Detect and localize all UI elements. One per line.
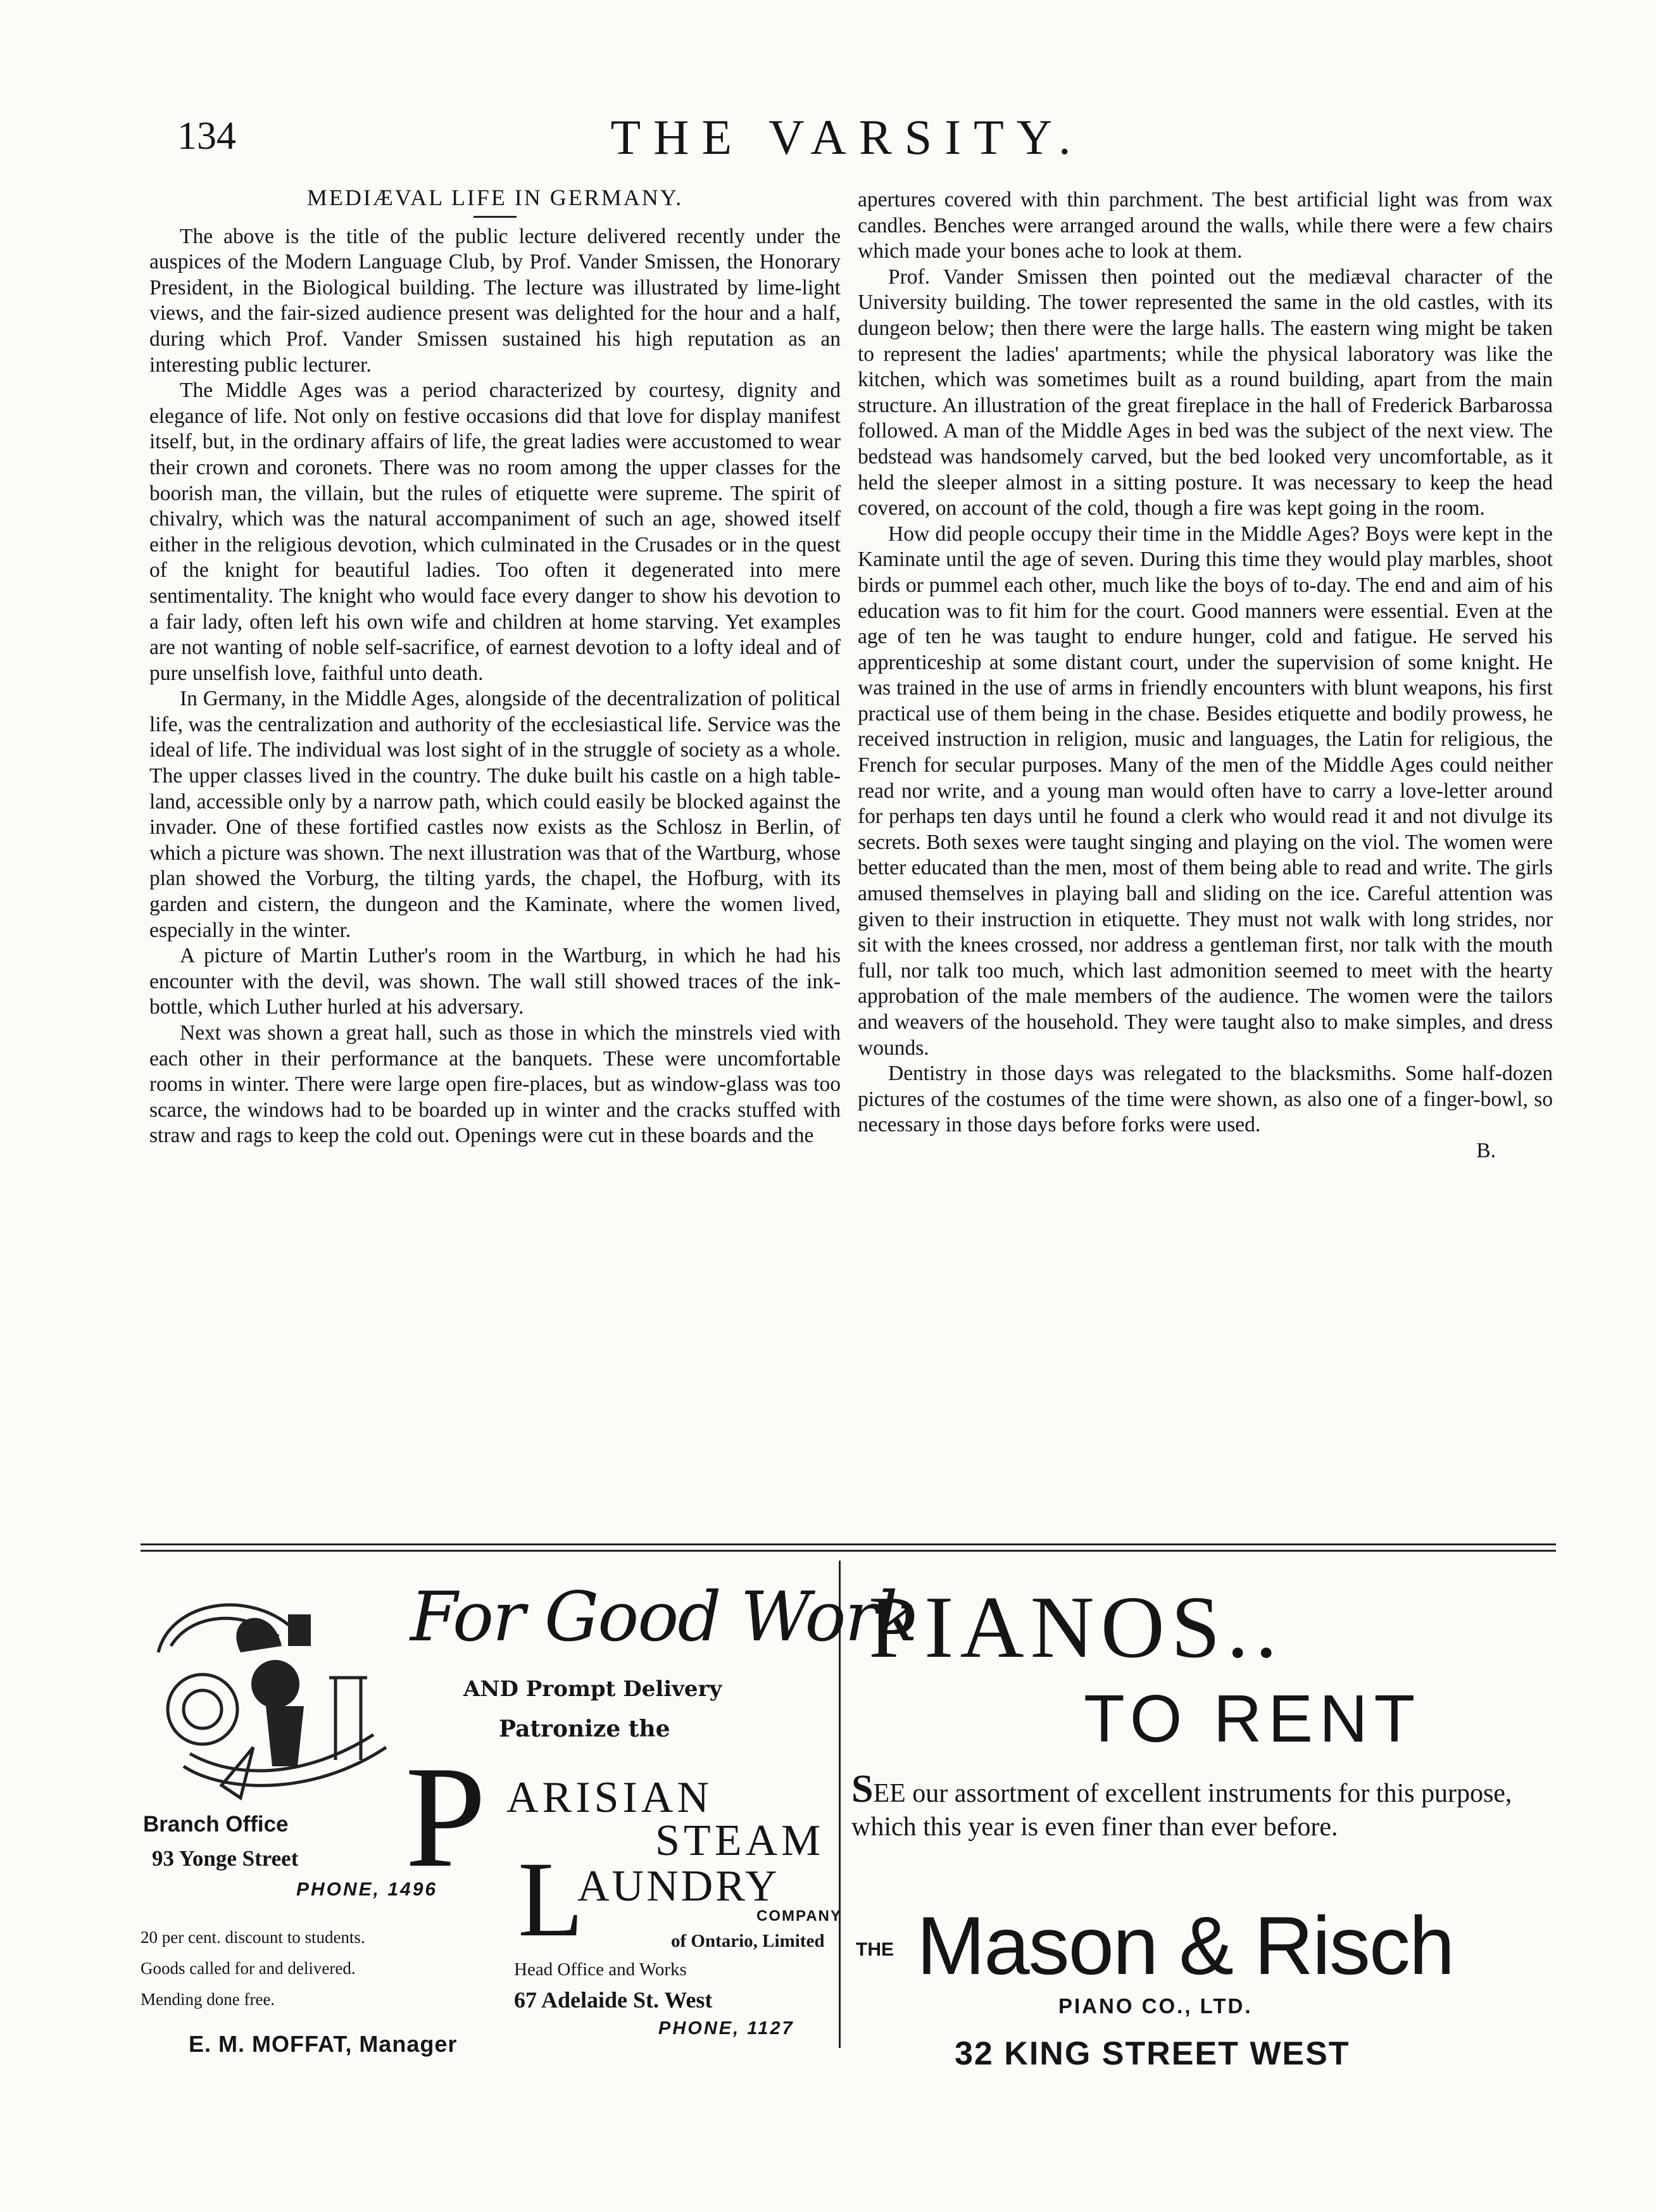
article-paragraph: The above is the title of the public lecture delivered recently under the auspices of the Modern Language Club, by Prof. Vander Smissen, the Honorary President, in the Biological building. The lecture was illustrated by lime-light views, and the fair-sized audience present was delighted for the hour and a half, during which Prof. Vander Smissen sustained his high reputation as an interesting public lecturer. bbox=[149, 224, 841, 377]
laundry-manager: E. M. MOFFAT, Manager bbox=[189, 2031, 458, 2057]
laundry-phone-main: PHONE, 1127 bbox=[658, 2018, 794, 2039]
laundry-prompt-delivery: AND Prompt Delivery bbox=[463, 1676, 722, 1702]
piano-brand: Mason & Risch bbox=[917, 1899, 1454, 1992]
article-title: MEDIÆVAL LIFE IN GERMANY. bbox=[306, 185, 684, 210]
laundry-headline: For Good Work bbox=[410, 1578, 917, 1657]
article-paragraph: Dentistry in those days was relegated to the blacksmiths. Some half-dozen pictures of the costumes of the time were shown, as also one of a finger-bowl, so necessary in those days before forks were used. bbox=[858, 1062, 1553, 1137]
article-signature: B. bbox=[1476, 1138, 1496, 1162]
laundry-patronize: Patronize the bbox=[499, 1716, 670, 1742]
cherub-emblem-icon bbox=[146, 1576, 424, 1817]
article-paragraph: Next was shown a great hall, such as those in which the minstrels vied with each other in their performance at the banquets. These were uncomfortable rooms in winter. There were large open fire-places, but as window-glass was too scarce, the windows had to be boarded up in winter and the cracks stuffed with straw and rags to keep the cold out. Openings were cut in these boards and the bbox=[149, 1021, 841, 1148]
article-paragraph: A picture of Martin Luther's room in the Wartburg, in which he had his encounter with the devil, was shown. The wall still showed traces of the ink-bottle, which Luther hurled at his adversary. bbox=[149, 944, 841, 1019]
article-signature-row bbox=[858, 1138, 1553, 1164]
laundry-discount: 20 per cent. discount to students. bbox=[141, 1928, 365, 1947]
laundry-name-laundry: AUNDRY bbox=[577, 1862, 780, 1911]
piano-description-initial: S bbox=[851, 1768, 874, 1811]
article-right-column bbox=[858, 187, 1553, 1164]
laundry-name-parisian: ARISIAN bbox=[506, 1773, 713, 1822]
laundry-phone-branch: PHONE, 1496 bbox=[296, 1879, 438, 1900]
laundry-name-steam: STEAM bbox=[655, 1816, 825, 1865]
laundry-branch-office: Branch Office bbox=[143, 1812, 289, 1837]
laundry-initial-l: L bbox=[518, 1840, 584, 1959]
separator-rule bbox=[141, 1543, 1556, 1545]
laundry-initial-p: P bbox=[405, 1736, 486, 1897]
masthead-title: THE VARSITY. bbox=[610, 110, 1084, 165]
laundry-mending: Mending done free. bbox=[141, 1990, 275, 2009]
piano-description-text: EE our assortment of excellent instruments for this purpose, which this year is even finer than ever before. bbox=[851, 1779, 1512, 1842]
piano-the: THE bbox=[856, 1939, 894, 1960]
piano-address: 32 KING STREET WEST bbox=[955, 2035, 1350, 2072]
article-paragraph: The Middle Ages was a period characterized by courtesy, dignity and elegance of life. Not only on festive occasions did that love for display manifest itself, but, in the ordinary affairs of life, the great ladies were accustomed to wear their crown and coronets. There was no room among the upper classes for the boorish man, the villain, but the rules of etiquette were supreme. The spirit of chivalry, which was the natural accompaniment of such an age, showed itself either in the religious devotion, which culminated in the Crusades or in the quest of the knight for beautiful ladies. Too often it degenerated into mere sentimentality. The knight who would face every danger to show his devotion to a fair lady, often left his own wife and children at home starving. Yet examples are not wanting of noble self-sacrifice, of earnest devotion to a lofty ideal and of pure unselfish love, faithful unto death. bbox=[149, 379, 841, 685]
article-paragraph: How did people occupy their time in the Middle Ages? Boys were kept in the Kaminate until the age of seven. During this time they would play marbles, shoot birds or pummel each other, much like the boys of to-day. The end and aim of his education was to fit him for the court. Good manners were essential. Even at the age of ten he was taught to endure hunger, cold and fatigue. He served his apprenticeship at some distant court, under the supervision of some knight. He was trained in the use of arms in friendly encounters with blunt weapons, his first practical use of them being in the chase. Besides etiquette and bodily prowess, he received instruction in religion, music and languages, the Latin for religious, the French for secular purposes. Many of the men of the Middle Ages could neither read nor write, and a young man would often have to carry a love-letter around for perhaps ten days until he found a clerk who would read it and not divulge its secrets. Both sexes were taught singing and playing on the viol. The women were better educated than the men, most of them being able to read and write. The girls amused themselves in playing ball and sliding on the ice. Careful attention was given to their instruction in etiquette. They must not walk with long strides, nor sit with the knees crossed, nor address a gentleman first, nor talk with the mouth full, nor talk too much, which last admonition seemed to meet with the hearty approbation of the male members of the audience. The women were the tailors and weavers of the household. They were taught also to make simples, and dress wounds. bbox=[858, 522, 1553, 1060]
title-rule bbox=[474, 216, 517, 218]
separator-rule bbox=[141, 1550, 1556, 1552]
laundry-goods: Goods called for and delivered. bbox=[141, 1959, 356, 1978]
article-paragraph: apertures covered with thin parchment. The best artificial light was from wax candles. Benches were arranged around the walls, while there were a few chairs which made your bones ache to look at them. bbox=[858, 188, 1553, 263]
laundry-address: 67 Adelaide St. West bbox=[514, 1987, 713, 2013]
laundry-company: COMPANY bbox=[756, 1907, 842, 1925]
article-left-column bbox=[149, 185, 841, 1149]
page-number: 134 bbox=[177, 115, 236, 158]
laundry-branch-address: 93 Yonge Street bbox=[152, 1846, 299, 1871]
laundry-head-office: Head Office and Works bbox=[514, 1959, 687, 1980]
piano-to-rent: TO RENT bbox=[1084, 1681, 1422, 1756]
piano-description bbox=[851, 1768, 1554, 1844]
piano-headline: PIANOS.. bbox=[869, 1578, 1284, 1676]
article-paragraph: In Germany, in the Middle Ages, alongside of the decentralization of political life, was the centralization and authority of the ecclesiastical life. Service was the ideal of life. The individual was lost sight of in the struggle of society as a whole. The upper classes lived in the country. The duke built his castle on a high table-land, accessible only by a narrow path, which could easily be blocked against the invader. One of these fortified castles now exists as the Schlosz in Berlin, of which a picture was shown. The next illustration was that of the Wartburg, whose plan showed the Vorburg, the tilting yards, the chapel, the Hofburg, with its garden and cistern, the dungeon and the Kaminate, where the women lived, especially in the winter. bbox=[149, 687, 841, 942]
piano-company: PIANO CO., LTD. bbox=[1058, 1994, 1253, 2018]
article-paragraph: Prof. Vander Smissen then pointed out the mediæval character of the University building. The tower represented the same in the old castles, with its dungeon below; then there were the large halls. The eastern wing might be taken to represent the ladies' apartments; while the physical laboratory was like the kitchen, which was sometimes built as a round building, apart from the main structure. An illustration of the great fireplace in the hall of Frederick Barbarossa followed. A man of the Middle Ages in bed was the subject of the next view. The bedstead was handsomely carved, but the bed looked very uncomfortable, as it held the sleeper almost in a sitting posture. It was necessary to keep the head covered, on account of the cold, though a fire was kept going in the room. bbox=[858, 265, 1553, 520]
laundry-of-ontario: of Ontario, Limited bbox=[671, 1931, 825, 1951]
